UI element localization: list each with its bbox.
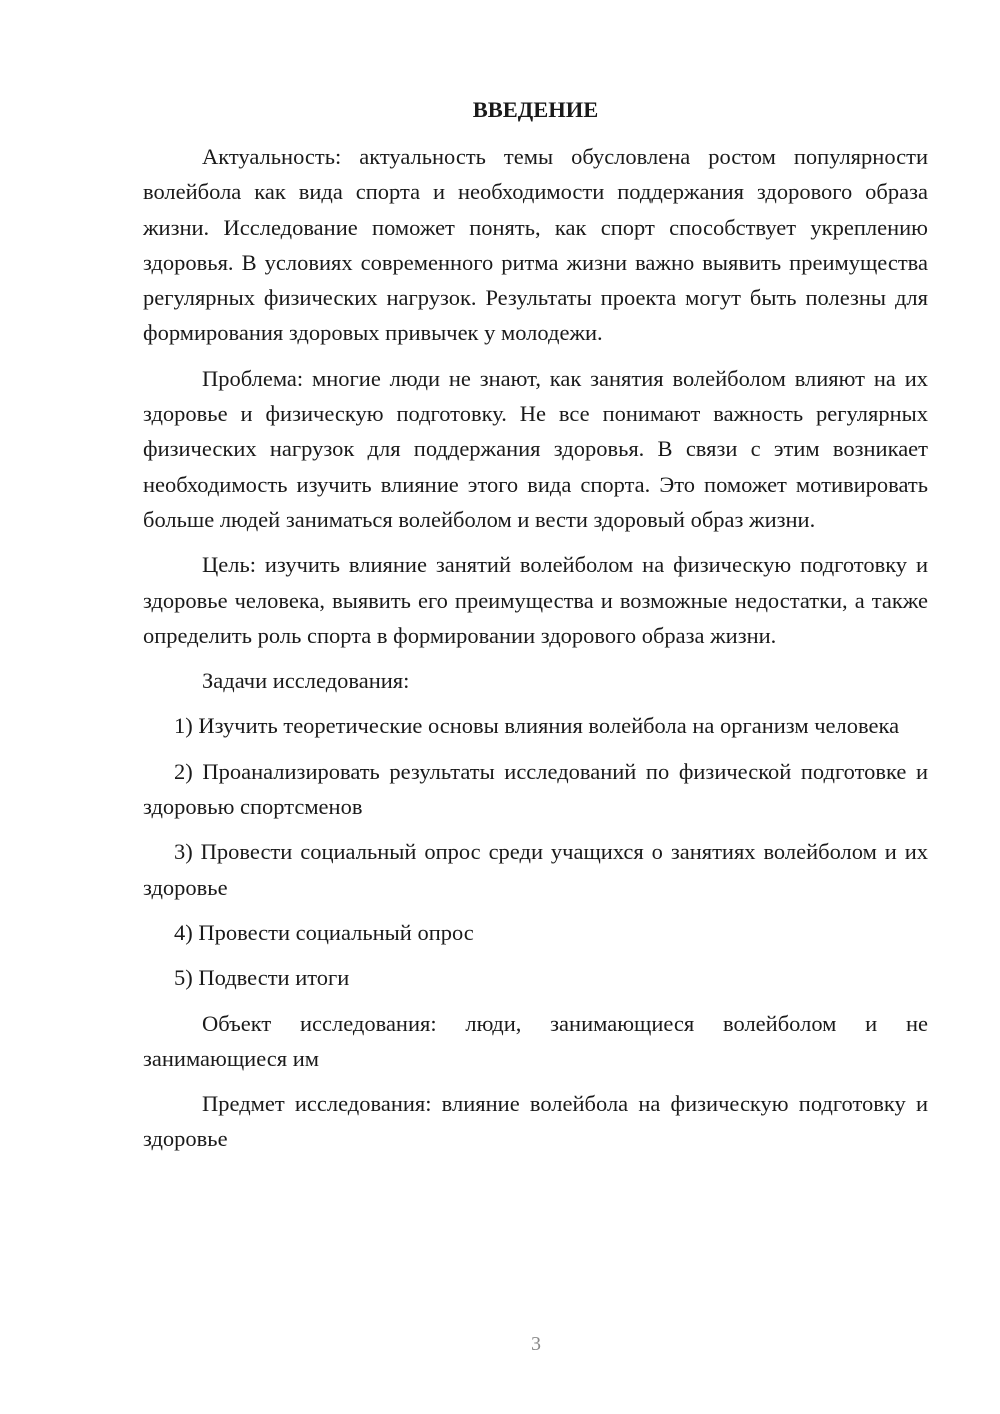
page-number: 3	[531, 1333, 541, 1355]
task-item-5: 5) Подвести итоги	[174, 965, 350, 991]
section-heading: ВВЕДЕНИЕ	[472, 97, 599, 122]
object-paragraph: Объект исследования: люди, занимающиеся волейболом и не занимающиеся им	[143, 1010, 928, 1071]
tasks-title: Задачи исследования:	[202, 668, 410, 694]
goal-paragraph: Цель: изучить влияние занятий волейболом на физическую подготовку и здоровье человека, выявить его преимущества и возможные недостатки, а также определить роль спорта в формировании здорового образа жизни.	[143, 552, 928, 648]
subject-paragraph: Предмет исследования: влияние волейбола на физическую подготовку и здоровье	[143, 1091, 928, 1152]
problem-paragraph: Проблема: многие люди не знают, как занятия волейболом влияют на их здоровье и физическую подготовку. Не все понимают важность регулярных физических нагрузок для поддержания здоровья. В связи с этим возникает необходимость изучить влияние этого вида спорта. Это поможет мотивировать больше людей заниматься волейболом и вести здоровый образ жизни.	[143, 365, 928, 532]
relevance-paragraph: Актуальность: актуальность темы обусловлена ростом популярности волейбола как вида спорта и необходимости поддержания здорового образа жизни. Исследование поможет понять, как спорт способствует укреплению здоровья. В условиях современного ритма жизни важно выявить преимущества регулярных физических нагрузок. Результаты проекта могут быть полезны для формирования здоровых привычек у молодежи.	[143, 144, 928, 346]
task-item-3: 3) Провести социальный опрос среди учащихся о занятиях волейболом и их здоровье	[143, 839, 928, 900]
task-item-2: 2) Проанализировать результаты исследований по физической подготовке и здоровью спортсменов	[143, 758, 928, 820]
task-item-4: 4) Провести социальный опрос	[174, 919, 474, 945]
task-item-1: 1) Изучить теоретические основы влияния волейбола на организм человека	[174, 713, 900, 739]
document-body	[143, 92, 928, 1167]
